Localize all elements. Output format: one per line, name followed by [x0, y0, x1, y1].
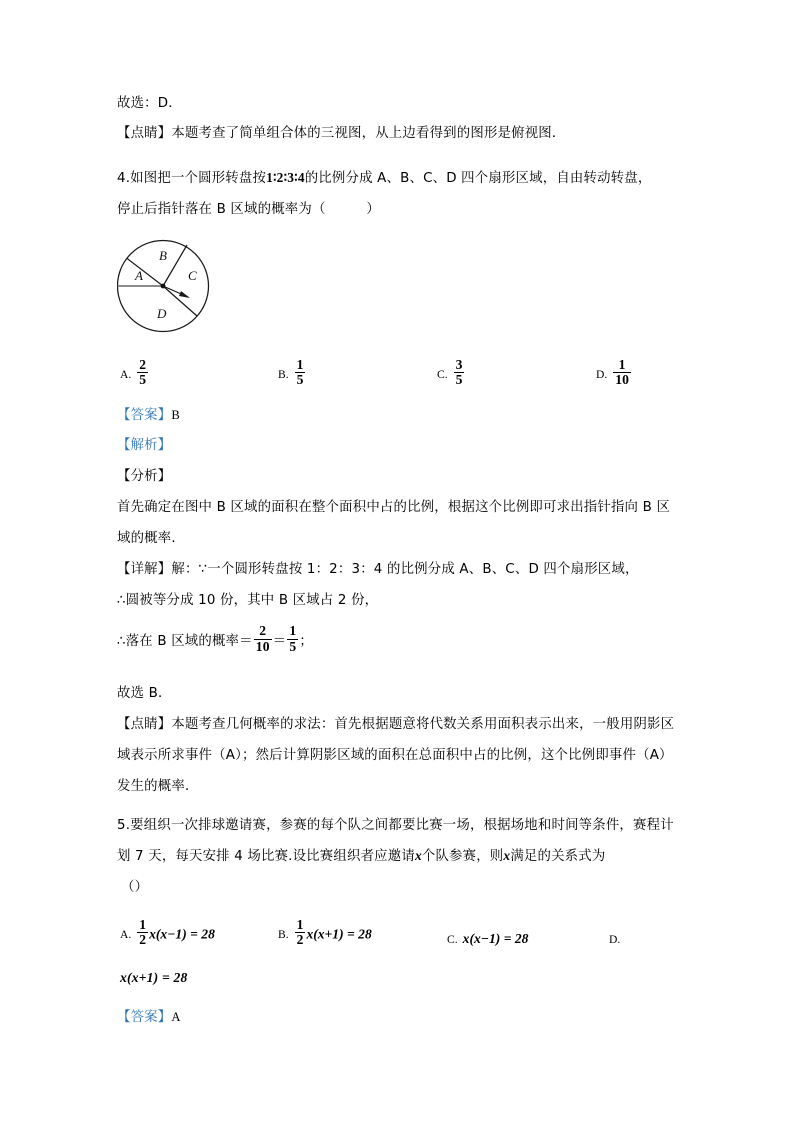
q3-insight-text: 【点睛】本题考查了简单组合体的三视图，从上边看得到的图形是俯视图．: [117, 126, 566, 141]
q4-option-d[interactable]: [596, 358, 632, 388]
q4-option-c-fraction: [454, 358, 465, 388]
q4-prob-prefix: ∴落在 B 区域的概率＝: [117, 634, 253, 649]
q4-solution-fraction-1: [254, 624, 272, 654]
sector-label-a: A: [135, 268, 143, 283]
q4-fenxi-text: 首先确定在图中 B 区域的面积在整个面积中占的比例，根据这个比例即可求出指针指向 B 区域的概率．: [117, 500, 671, 546]
spinner-svg: [117, 236, 317, 338]
q5-option-a-fraction: [137, 918, 148, 948]
q4-conclusion-text: 故选 B．: [117, 686, 172, 701]
q5-option-b-label: B.: [278, 928, 289, 942]
q4-option-d-label: D.: [596, 368, 608, 382]
q5-option-b[interactable]: [278, 918, 372, 948]
q4-option-a-label: A.: [120, 368, 132, 382]
q5-option-a-label: A.: [120, 928, 132, 942]
q5-stem-paren: （）: [121, 880, 149, 895]
q4-jiexi-label: 【解析】: [117, 438, 172, 453]
center-dot: [161, 284, 166, 289]
q4-solution-frac1-den: 10: [255, 639, 270, 655]
q5-option-c[interactable]: [447, 930, 528, 948]
q5-option-b-fraction: [295, 918, 306, 948]
circular-spinner-figure: [117, 236, 317, 338]
sector-label-b: B: [159, 248, 167, 263]
q5-option-d-label: D.: [609, 933, 621, 946]
q3-insight-line: [117, 118, 679, 149]
q5-option-a[interactable]: [120, 918, 215, 948]
q5-option-c-expr: x(x−1) = 28: [462, 931, 529, 946]
q4-stem-line2: 停止后指针落在 B 区域的概率为（ ）: [117, 202, 380, 217]
q5-answer-label: 【答案】: [117, 1010, 172, 1025]
answer-d-text: 故选：D．: [117, 96, 182, 111]
q4-option-a-num: 2: [139, 356, 147, 372]
q4-xiangjie-label: 【详解】: [117, 562, 172, 577]
q5-option-d-wrapped-line: [117, 963, 679, 993]
q5-option-b-den: 2: [296, 932, 304, 948]
document-page: [117, 0, 679, 1123]
q5-option-b-num: 1: [296, 916, 304, 932]
q4-stem-part1: 4.如图把一个圆形转盘按: [117, 171, 267, 186]
q5-stem: [117, 810, 679, 903]
q4-fenxi-label: 【分析】: [117, 469, 172, 484]
q4-stem-part2: 的比例分成 A、B、C、D 四个扇形区域，自由转动转盘，: [304, 171, 652, 186]
sector-label-c: C: [188, 268, 197, 283]
q4-xiangjie-text2: ∴圆被等分成 10 份，其中 B 区域占 2 份，: [117, 593, 379, 608]
q4-answer-value: B: [171, 408, 180, 422]
sector-label-d: D: [157, 306, 167, 321]
q5-option-d-expr: x(x+1) = 28: [120, 970, 188, 985]
q5-option-c-label: C.: [447, 933, 458, 946]
q4-option-b-den: 5: [296, 372, 304, 388]
q5-var-x2: x: [503, 848, 511, 863]
q4-xiangjie-line3: [117, 624, 679, 659]
q4-insight-text: 本题考查几何概率的求法：首先根据题意将代数关系用面积表示出来，一般用阴影区域表示所求事件（A）；然后计算阴影区域的面积在总面积中占的比例，这个比例即事件（A）发生的概率．: [117, 717, 675, 794]
q5-option-a-num: 1: [139, 916, 147, 932]
q4-solution-fraction-2: [287, 624, 298, 654]
q5-answer-line: [117, 1002, 679, 1033]
q4-option-b-num: 1: [296, 356, 304, 372]
q5-option-a-expr: x(x−1) = 28: [149, 926, 215, 942]
q4-solution-frac1-num: 2: [259, 623, 267, 639]
q4-option-c[interactable]: [437, 358, 465, 388]
q4-fenxi-body: [117, 492, 679, 554]
q4-ratio: 1∶2∶3∶4: [266, 170, 305, 185]
q4-option-b-fraction: [295, 358, 306, 388]
q5-option-b-expr: x(x+1) = 28: [306, 926, 372, 942]
q5-answer-value: A: [171, 1010, 181, 1024]
line-answer-d: [117, 88, 679, 119]
q4-insight-label: 【点睛】: [117, 717, 172, 732]
q4-option-a[interactable]: [120, 358, 149, 388]
q4-solution-frac2-num: 1: [289, 623, 297, 639]
q4-xiangjie-line1: [117, 554, 679, 585]
q4-option-b[interactable]: [278, 358, 306, 388]
q4-equals-sign: ＝: [272, 634, 287, 649]
q4-prob-suffix: ；: [299, 634, 313, 649]
q5-stem-text: 5.要组织一次排球邀请赛，参赛的每个队之间都要比赛一场，根据场地和时间等条件，赛程计划 7 天，每天安排 4 场比赛.设比赛组织者应邀请: [117, 818, 674, 864]
q4-insight-block: [117, 709, 679, 802]
q4-option-b-label: B.: [278, 368, 289, 382]
q4-options-row: [117, 342, 679, 388]
q5-option-d[interactable]: [609, 930, 625, 948]
q4-answer-label: 【答案】: [117, 408, 172, 423]
q5-options-row: [117, 902, 679, 948]
q4-answer-line: [117, 400, 679, 431]
q4-option-d-fraction: [613, 358, 631, 388]
q4-option-a-den: 5: [139, 372, 147, 388]
q4-option-c-label: C.: [437, 368, 448, 382]
q4-option-a-fraction: [137, 358, 148, 388]
q4-solution-frac2-den: 5: [289, 639, 297, 655]
q4-option-d-num: 1: [618, 356, 626, 372]
q4-fenxi-label-line: [117, 461, 679, 492]
q4-xiangjie-line2: [117, 585, 679, 616]
q4-jiexi-line: [117, 430, 679, 461]
q4-conclusion-line: [117, 678, 679, 709]
q5-option-a-den: 2: [139, 932, 147, 948]
q4-xiangjie-text1: 解：∵一个圆形转盘按 1：2：3：4 的比例分成 A、B、C、D 四个扇形区域，: [171, 562, 639, 577]
q4-option-d-den: 10: [615, 372, 629, 388]
q4-option-c-den: 5: [455, 372, 463, 388]
q4-stem: [117, 163, 679, 225]
q5-stem-mid: 个队参赛，则: [421, 849, 504, 864]
q4-option-c-num: 3: [455, 356, 463, 372]
q5-var-x1: x: [414, 848, 422, 863]
q5-stem-end: 满足的关系式为: [510, 849, 606, 864]
